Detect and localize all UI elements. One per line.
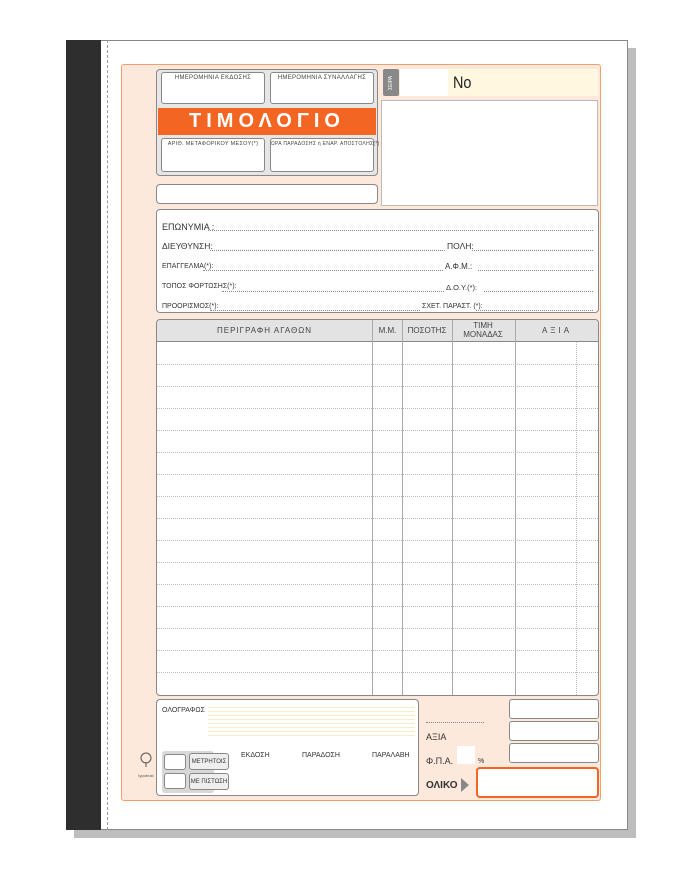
value-label: ΑΞΙΑ — [426, 732, 447, 742]
name-field[interactable] — [208, 230, 593, 231]
loading-place-field[interactable] — [222, 291, 444, 292]
table-row-line — [157, 452, 598, 453]
perforation-line — [107, 40, 108, 830]
brand-name: typotrust — [138, 773, 154, 778]
total-label: ΟΛΙΚΟ — [426, 780, 458, 791]
destination-field[interactable] — [210, 310, 420, 311]
cash-option[interactable] — [189, 753, 229, 770]
table-row-line — [157, 386, 598, 387]
table-row-line — [157, 562, 598, 563]
title-banner — [158, 108, 376, 135]
vat-rate-field[interactable] — [457, 746, 475, 764]
document-title: ΤΙΜΟΛΟΓΙΟ — [189, 110, 345, 132]
number-field[interactable] — [448, 69, 598, 96]
issuer-stamp-area[interactable] — [381, 100, 598, 206]
issue-date-field[interactable] — [161, 72, 265, 104]
credit-checkbox[interactable] — [164, 773, 186, 789]
delivery-time-label: ΩΡΑ ΠΑΡΑΔΟΣΗΣ ή ΕΝΑΡ. ΑΠΟΣΤΟΛΗΣ(*) — [271, 141, 380, 147]
col-divider — [372, 320, 373, 695]
customer-block — [156, 209, 599, 313]
receipt-signature-label: ΠΑΡΑΛΑΒΗ — [372, 752, 410, 759]
col-divider — [402, 320, 403, 695]
cash-label: ΜΕΤΡΗΤΟΙΣ — [191, 759, 227, 765]
profession-label: ΕΠΑΓΓΕΛΜΑ(*): — [162, 263, 214, 270]
cash-checkbox[interactable] — [164, 754, 186, 770]
series-label: ΣΕΙΡΑ — [388, 75, 394, 90]
extra-info-field[interactable] — [156, 184, 378, 204]
value-field[interactable] — [509, 721, 599, 741]
number-label: Νο — [453, 73, 472, 92]
col-value-header: ΑΞΙΑ — [541, 326, 573, 335]
vehicle-number-label: ΑΡΙΘ. ΜΕΤΑΦΟΡΙΚΟΥ ΜΕΣΟΥ(*) — [167, 141, 259, 147]
tree-icon — [136, 752, 156, 768]
city-field[interactable] — [472, 250, 593, 251]
vat-label: Φ.Π.Α. — [426, 756, 454, 766]
table-row-line — [157, 628, 598, 629]
binding-strip — [66, 40, 101, 830]
city-label: ΠΟΛΗ: — [447, 241, 474, 251]
brand-logo — [136, 752, 156, 776]
total-arrow-icon — [461, 778, 469, 792]
total-amount-field[interactable] — [476, 767, 599, 798]
col-description-header: ΠΕΡΙΓΡΑΦΗ ΑΓΑΘΩΝ — [216, 326, 313, 335]
vat-number-label: Α.Φ.Μ.: — [445, 262, 473, 271]
series-field[interactable] — [400, 69, 448, 96]
totals-dotted-line — [426, 722, 484, 723]
vat-number-field[interactable] — [478, 270, 593, 271]
table-row-line — [157, 518, 598, 519]
table-row-line — [157, 540, 598, 541]
subtotal-field[interactable] — [509, 699, 599, 719]
col-unit-header: Μ.Μ. — [378, 326, 397, 335]
delivery-signature-label: ΠΑΡΑΔΟΣΗ — [302, 752, 340, 759]
address-field[interactable] — [210, 250, 445, 251]
credit-option[interactable] — [189, 773, 229, 790]
col-unit-price-header: ΤΙΜΗ ΜΟΝΑΔΑΣ — [463, 321, 503, 339]
table-row-line — [157, 606, 598, 607]
table-row-line — [157, 430, 598, 431]
table-row-line — [157, 408, 598, 409]
profession-field[interactable] — [203, 270, 443, 271]
vat-amount-field[interactable] — [509, 743, 599, 763]
destination-label: ΠΡΟΟΡΙΣΜΟΣ(*): — [162, 303, 219, 310]
issuer-signature-label: ΕΚΔΟΣΗ — [241, 752, 270, 759]
issue-date-label: ΗΜΕΡΟΜΗΝΙΑ ΕΚΔΟΣΗΣ — [174, 75, 252, 81]
related-doc-field[interactable] — [476, 310, 593, 311]
table-row-line — [157, 584, 598, 585]
delivery-time-field[interactable] — [270, 138, 380, 172]
percent-sign: % — [478, 758, 485, 765]
table-row-line — [157, 650, 598, 651]
loading-place-label: ΤΟΠΟΣ ΦΟΡΤΩΣΗΣ(*): — [162, 283, 237, 290]
series-tab — [383, 69, 399, 96]
name-label: ΕΠΩΝΥΜΙΑ : — [162, 222, 215, 232]
vehicle-number-field[interactable] — [161, 138, 265, 172]
amount-in-words-field[interactable] — [208, 704, 415, 738]
col-divider — [452, 320, 453, 695]
address-label: ΔΙΕΥΘΥΝΣΗ: — [162, 241, 213, 251]
transaction-date-field[interactable] — [270, 72, 374, 104]
table-row-line — [157, 496, 598, 497]
table-row-line — [157, 672, 598, 673]
col-quantity-header: ΠΟΣΟΤΗΣ — [407, 326, 447, 335]
table-row-line — [157, 474, 598, 475]
tax-office-label: Δ.Ο.Υ.(*): — [446, 283, 478, 292]
transaction-date-label: ΗΜΕΡΟΜΗΝΙΑ ΣΥΝΑΛΛΑΓΗΣ — [277, 75, 367, 81]
goods-table — [156, 319, 599, 696]
related-doc-label: ΣΧΕΤ. ΠΑΡΑΣΤ. (*): — [422, 303, 483, 310]
tax-office-field[interactable] — [484, 291, 593, 292]
credit-label: ΜΕ ΠΙΣΤΩΣΗ — [190, 779, 228, 785]
table-row-line — [157, 364, 598, 365]
col-divider — [515, 320, 516, 695]
amount-in-words-label: ΟΛΟΓΡΑΦΩΣ — [162, 707, 205, 714]
